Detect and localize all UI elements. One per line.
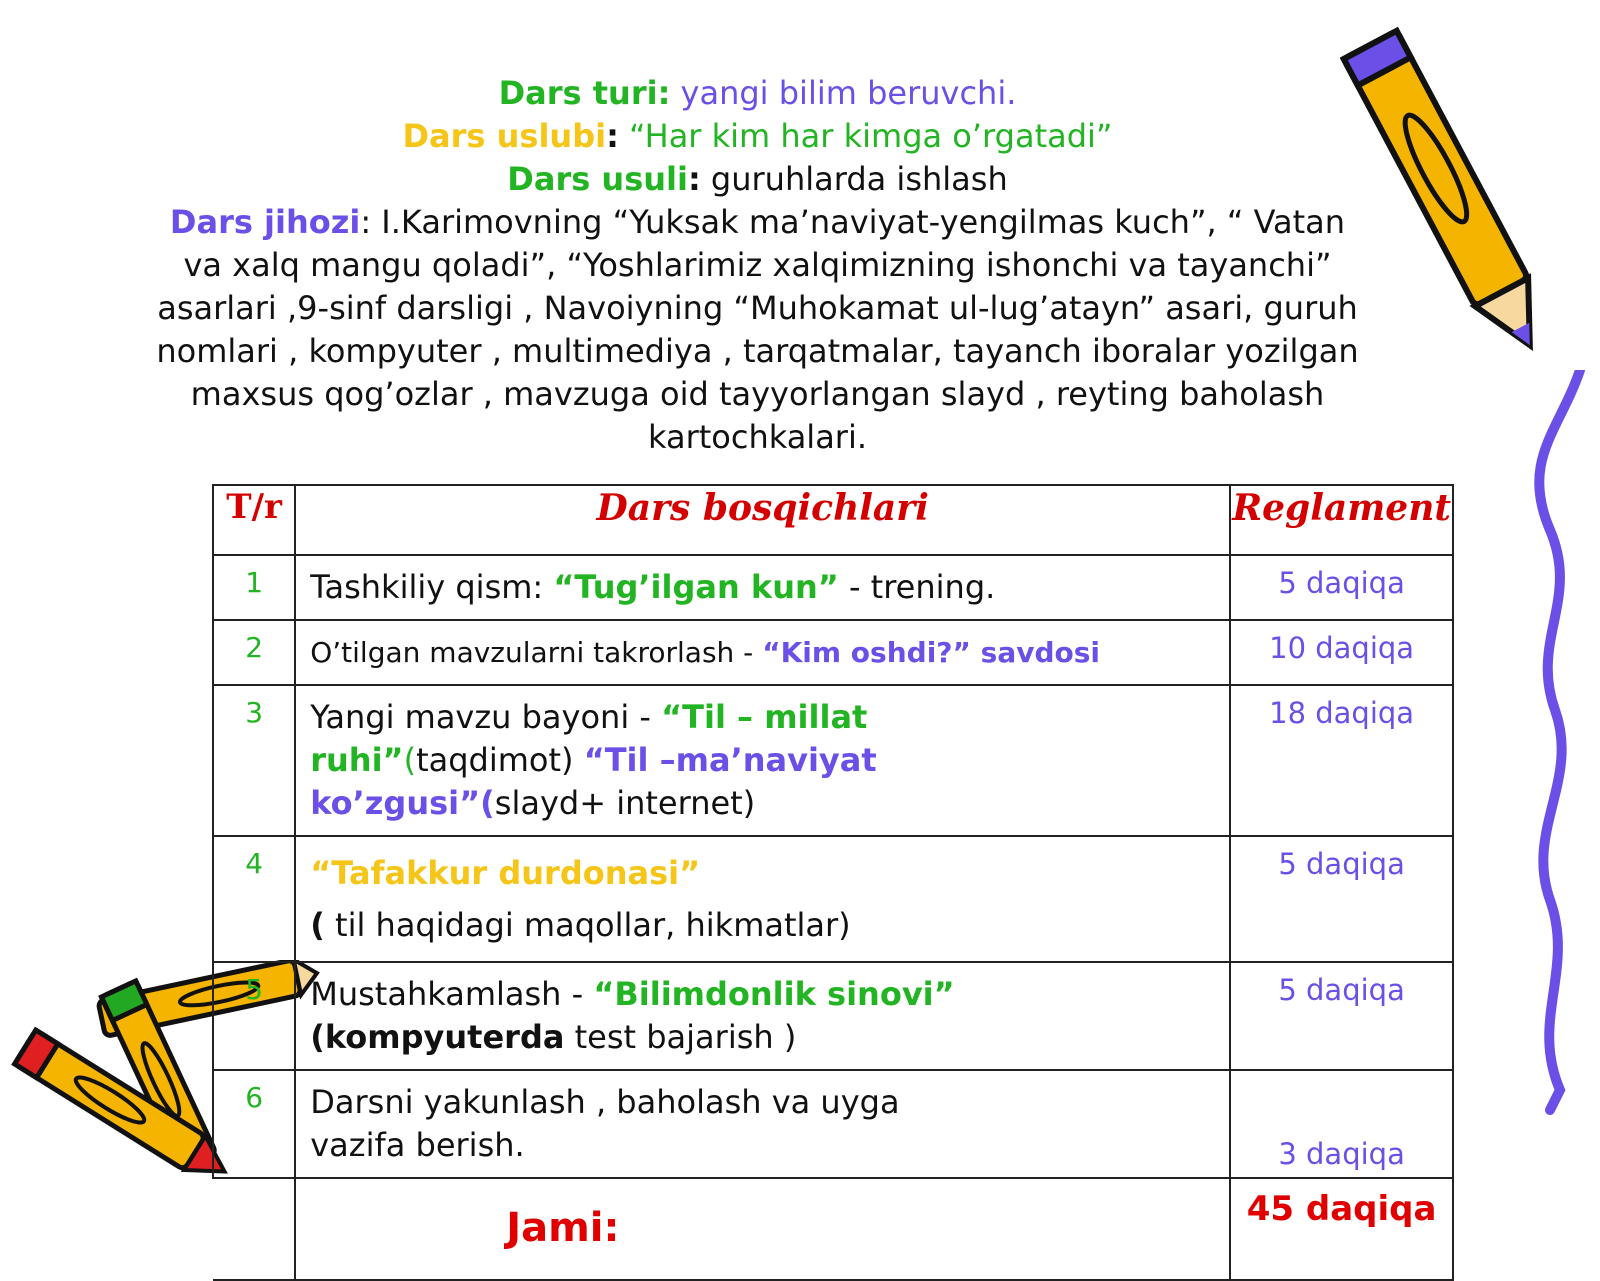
row-step bbox=[295, 555, 1230, 620]
step-highlight: “Til – millat ruhi” bbox=[310, 698, 868, 779]
total-value: 45 daqiqa bbox=[1230, 1178, 1453, 1280]
row-time: 5 daqiqa bbox=[1230, 836, 1453, 962]
row-num: 5 bbox=[213, 962, 295, 1070]
pencil-icon bbox=[1340, 5, 1560, 385]
row-num: 3 bbox=[213, 685, 295, 836]
step-paren: ( bbox=[403, 741, 417, 779]
table-row bbox=[213, 620, 1453, 685]
step-text: Yangi mavzu bayoni - bbox=[310, 698, 662, 736]
step-text: Tashkiliy qism: bbox=[310, 568, 554, 606]
table-total-row bbox=[213, 1178, 1453, 1280]
dars-jihozi-line: Dars jihozi: I.Karimovning “Yuksak ma’naviyat-yengilmas kuch”, “ Vatan va xalq mangu qoladi”, “Yoshlarimiz xalqimizning ishonchi va tayanchi” asarlari ,9-sinf darsligi , Navoiyning “Muhokamat ul-lug’atayn” asari, guruh nomlari , kompyuter , multimediya , tarqatmalar, tayanch iboralar yozilgan maxsus qog’ozlar , mavzuga oid tayyorlangan slayd , reyting baholash kartochkalari. bbox=[156, 203, 1359, 456]
dars-turi-label: Dars turi: bbox=[498, 74, 671, 112]
table-row bbox=[213, 1070, 1453, 1178]
total-num-cell bbox=[213, 1178, 295, 1280]
step-tail: test bajarish ) bbox=[564, 1018, 797, 1056]
row-num: 2 bbox=[213, 620, 295, 685]
step-tail: til haqidagi maqollar, hikmatlar) bbox=[324, 906, 851, 944]
dars-usuli-line: Dars usuli: guruhlarda ishlash bbox=[507, 160, 1008, 198]
dars-jihozi-value: I.Karimovning “Yuksak ma’naviyat-yengilmas kuch”, “ Vatan va xalq mangu qoladi”, “Yoshlarimiz xalqimizning ishonchi va tayanchi” asarlari ,9-sinf darsligi , Navoiyning “Muhokamat ul-lug’atayn” asari, guruh nomlari , kompyuter , multimediya , tarqatmalar, tayanch iboralar yozilgan maxsus qog’ozlar , mavzuga oid tayyorlangan slayd , reyting baholash kartochkalari. bbox=[156, 203, 1359, 456]
dars-uslubi-line: Dars uslubi: “Har kim har kimga o’rgatadi” bbox=[402, 117, 1113, 155]
header-num: T/r bbox=[213, 485, 295, 555]
row-step bbox=[295, 1070, 1230, 1178]
lesson-info bbox=[150, 72, 1365, 459]
step-bold: (kompyuterda bbox=[310, 1018, 565, 1056]
row-step bbox=[295, 836, 1230, 962]
row-time: 10 daqiqa bbox=[1230, 620, 1453, 685]
row-step bbox=[295, 685, 1230, 836]
row-num: 6 bbox=[213, 1070, 295, 1178]
dars-usuli-value: guruhlarda ishlash bbox=[710, 160, 1008, 198]
step-highlight: “Tug’ilgan kun” bbox=[553, 568, 839, 606]
step-highlight: “Tafakkur durdonasi” bbox=[310, 854, 701, 892]
step-text: Darsni yakunlash , baholash va uyga vazifa berish. bbox=[310, 1083, 900, 1164]
dars-uslubi-label: Dars uslubi bbox=[402, 117, 607, 155]
header-time: Reglament bbox=[1230, 485, 1453, 555]
table-row bbox=[213, 962, 1453, 1070]
step-highlight-2: “Til –ma’naviyat ko’zgusi”( bbox=[310, 741, 877, 822]
table-row bbox=[213, 685, 1453, 836]
step-highlight: “Kim oshdi?” savdosi bbox=[762, 636, 1101, 669]
row-num: 4 bbox=[213, 836, 295, 962]
dars-turi-value: yangi bilim beruvchi. bbox=[680, 74, 1017, 112]
table-row bbox=[213, 555, 1453, 620]
ribbon-squiggle-icon bbox=[1510, 370, 1600, 1130]
row-time: 3 daqiqa bbox=[1230, 1070, 1453, 1178]
dars-jihozi-label: Dars jihozi bbox=[169, 203, 361, 241]
header-step: Dars bosqichlari bbox=[295, 485, 1230, 555]
row-step bbox=[295, 620, 1230, 685]
dars-turi-line bbox=[150, 72, 1365, 115]
lesson-plan-table bbox=[212, 484, 1454, 1281]
row-step bbox=[295, 962, 1230, 1070]
row-num: 1 bbox=[213, 555, 295, 620]
table-row bbox=[213, 836, 1453, 962]
step-tail: slayd+ internet) bbox=[494, 784, 756, 822]
step-paren: ( bbox=[310, 906, 325, 944]
row-time: 18 daqiqa bbox=[1230, 685, 1453, 836]
total-label: Jami: bbox=[506, 1204, 620, 1251]
dars-uslubi-value: “Har kim har kimga o’rgatadi” bbox=[629, 117, 1113, 155]
step-text: O’tilgan mavzularni takrorlash - bbox=[310, 636, 763, 669]
step-mid: taqdimot) bbox=[416, 741, 584, 779]
step-highlight: “Bilimdonlik sinovi” bbox=[593, 975, 955, 1013]
row-time: 5 daqiqa bbox=[1230, 962, 1453, 1070]
table-header-row bbox=[213, 485, 1453, 555]
row-time: 5 daqiqa bbox=[1230, 555, 1453, 620]
step-text: Mustahkamlash - bbox=[310, 975, 594, 1013]
total-label-cell bbox=[295, 1178, 1230, 1280]
dars-usuli-label: Dars usuli bbox=[507, 160, 688, 198]
step-tail: - trening. bbox=[838, 568, 996, 606]
